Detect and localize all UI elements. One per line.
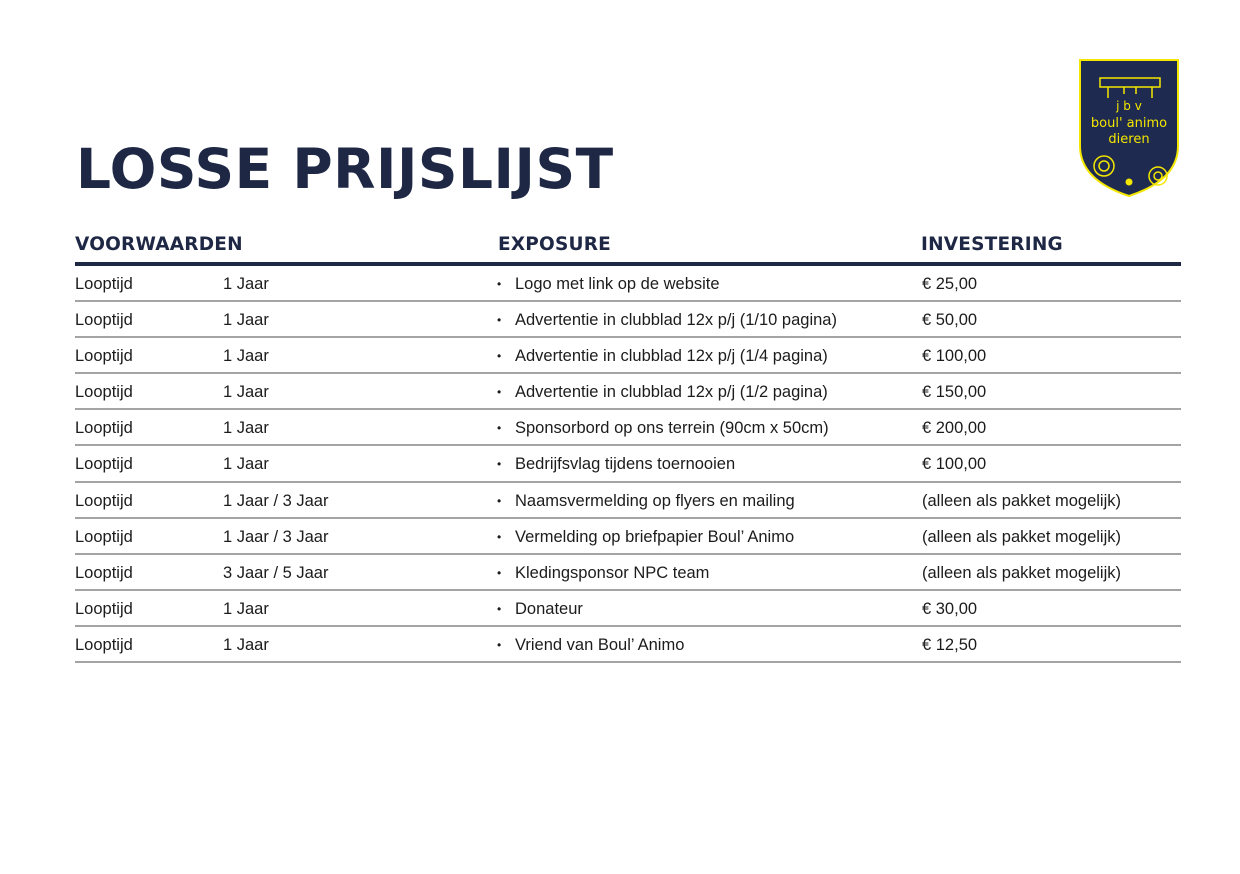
row-term: Looptijd xyxy=(75,383,133,402)
row-price: (alleen als pakket mogelijk) xyxy=(922,491,1122,510)
row-term: Looptijd xyxy=(75,599,133,618)
bullet-icon: • xyxy=(497,493,502,508)
bullet-icon: • xyxy=(497,349,502,364)
bullet-icon: • xyxy=(497,385,502,400)
header-investment: INVESTERING xyxy=(921,234,1063,255)
row-exposure: Advertentie in clubblad 12x p/j (1/2 pagina) xyxy=(515,383,828,402)
row-term: Looptijd xyxy=(75,275,133,293)
row-exposure: Naamsvermelding op flyers en mailing xyxy=(515,491,795,510)
table-row xyxy=(75,410,1181,446)
row-exposure: Donateur xyxy=(515,599,583,618)
row-duration: 1 Jaar xyxy=(223,455,269,474)
row-term: Looptijd xyxy=(75,455,133,474)
row-duration: 1 Jaar / 3 Jaar xyxy=(223,527,329,546)
row-exposure: Sponsorbord op ons terrein (90cm x 50cm) xyxy=(515,419,829,438)
row-term: Looptijd xyxy=(75,527,133,546)
row-price: (alleen als pakket mogelijk) xyxy=(922,563,1122,582)
row-duration: 1 Jaar xyxy=(223,311,269,330)
row-exposure: Vriend van Boul’ Animo xyxy=(515,635,685,654)
row-exposure: Kledingsponsor NPC team xyxy=(515,563,710,582)
row-duration: 3 Jaar / 5 Jaar xyxy=(223,563,329,582)
row-price: € 30,00 xyxy=(922,599,978,618)
table-row xyxy=(75,338,1181,374)
header-conditions: VOORWAARDEN xyxy=(75,234,243,255)
page-title: LOSSE PRIJSLIJST xyxy=(76,137,614,201)
row-price: € 100,00 xyxy=(922,347,987,366)
row-exposure: Advertentie in clubblad 12x p/j (1/10 pagina) xyxy=(515,311,837,330)
row-duration: 1 Jaar xyxy=(223,635,269,654)
row-term: Looptijd xyxy=(75,419,133,438)
table-row xyxy=(75,627,1181,663)
price-table xyxy=(75,228,1181,663)
table-row xyxy=(75,519,1181,555)
row-exposure: Vermelding op briefpapier Boul’ Animo xyxy=(515,527,795,546)
table-row xyxy=(75,555,1181,591)
jack-ball-icon xyxy=(1126,179,1133,186)
row-duration: 1 Jaar xyxy=(223,383,269,402)
row-term: Looptijd xyxy=(75,347,133,366)
row-duration: 1 Jaar / 3 Jaar xyxy=(223,491,329,510)
row-term: Looptijd xyxy=(75,635,133,654)
bullet-icon: • xyxy=(497,421,502,436)
logo-line-1: j b v xyxy=(1116,99,1142,113)
table-row xyxy=(75,374,1181,410)
table-header xyxy=(75,228,1181,266)
bullet-icon: • xyxy=(497,601,502,616)
row-price: € 12,50 xyxy=(922,635,978,654)
row-price: € 200,00 xyxy=(922,419,987,438)
row-duration: 1 Jaar xyxy=(223,347,269,366)
table-body xyxy=(75,266,1181,663)
row-price: € 150,00 xyxy=(922,383,987,402)
row-price: € 50,00 xyxy=(922,311,978,330)
bullet-icon: • xyxy=(497,313,502,328)
row-duration: 1 Jaar xyxy=(223,275,269,293)
table-row xyxy=(75,483,1181,519)
bullet-icon: • xyxy=(497,277,502,291)
header-exposure: EXPOSURE xyxy=(498,234,612,255)
row-duration: 1 Jaar xyxy=(223,419,269,438)
table-row xyxy=(75,302,1181,338)
table-row xyxy=(75,446,1181,482)
row-exposure: Logo met link op de website xyxy=(515,275,720,293)
row-term: Looptijd xyxy=(75,491,133,510)
bullet-icon: • xyxy=(497,529,502,544)
table-row xyxy=(75,266,1181,302)
club-logo xyxy=(1078,58,1180,198)
row-term: Looptijd xyxy=(75,563,133,582)
bullet-icon: • xyxy=(497,565,502,580)
row-duration: 1 Jaar xyxy=(223,599,269,618)
row-exposure: Advertentie in clubblad 12x p/j (1/4 pagina) xyxy=(515,347,828,366)
row-exposure: Bedrijfsvlag tijdens toernooien xyxy=(515,455,736,474)
bullet-icon: • xyxy=(497,637,502,652)
table-row xyxy=(75,591,1181,627)
logo-line-3: dieren xyxy=(1108,132,1150,147)
row-price: (alleen als pakket mogelijk) xyxy=(922,527,1122,546)
bullet-icon: • xyxy=(497,457,502,472)
logo-line-2: boul' animo xyxy=(1090,116,1168,131)
row-price: € 25,00 xyxy=(922,275,978,293)
row-price: € 100,00 xyxy=(922,455,987,474)
row-term: Looptijd xyxy=(75,311,133,330)
